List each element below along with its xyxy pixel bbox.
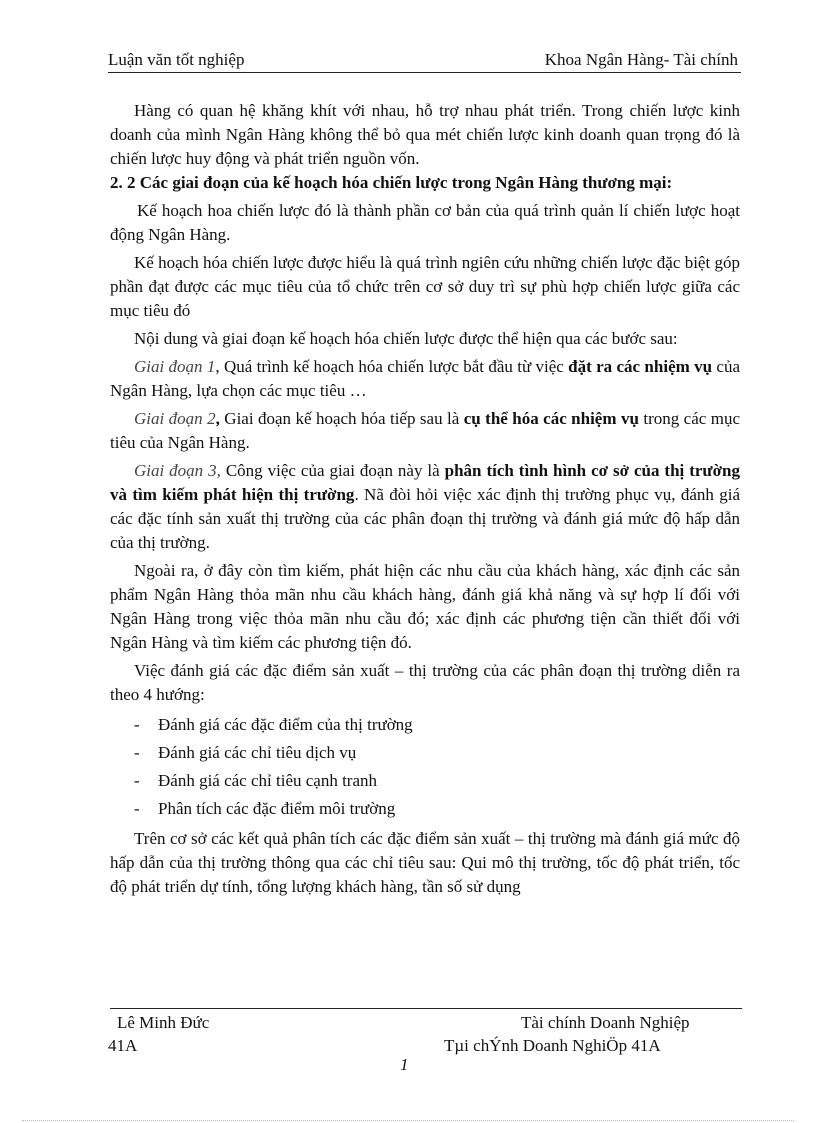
list-item: - Phân tích các đặc điểm môi trường (110, 795, 740, 823)
list-item: - Đánh giá các đặc điểm của thị trường (110, 711, 740, 739)
paragraph-content-stages: Nội dung và giai đoạn kế hoạch hóa chiến lược được thể hiện qua các bước sau: (134, 329, 678, 348)
stage-3-emphasis: phân tích tình hình cơ sở của thị trường và tìm kiếm phát hiện thị trường (110, 461, 740, 504)
paragraph-intro: Hàng có quan hệ khăng khít với nhau, hỗ trợ nhau phát triển. Trong chiến lược kinh doanh của mình Ngân Hàng không thể bỏ qua mét chiến lược kinh doanh quan trọng đó là chiến lược huy động và phát triển nguồn vốn. (110, 101, 740, 168)
header-rule (108, 72, 741, 73)
list-item: - Đánh giá các chỉ tiêu cạnh tranh (110, 767, 740, 795)
section-heading: 2. 2 Các giai đoạn của kế hoạch hóa chiến lược trong Ngân Hàng thương mại: (110, 173, 673, 192)
header-thesis-title: Luận văn tốt nghiệp (108, 50, 245, 69)
stage-1-label: Giai đoạn 1 (134, 357, 216, 376)
footer-author: Lê Minh Đức (117, 1013, 210, 1032)
stage-1-emphasis: đặt ra các nhiệm vụ (568, 357, 713, 376)
page-number: 1 (400, 1055, 409, 1074)
stage-3-label: Giai đoạn 3, (134, 461, 221, 480)
paragraph-definition: Kế hoạch hoa chiến lược đó là thành phần cơ bản của quá trình quản lí chiến lược hoạt động Ngân Hàng. (110, 201, 740, 244)
paragraph-stage-1: Giai đoạn 1, Quá trình kế hoạch hóa chiến lược bắt đầu từ việc đặt ra các nhiệm vụ của Ngân Hàng, lựa chọn các mục tiêu … (110, 357, 741, 400)
body-text (110, 99, 740, 899)
paragraph-four-directions: Việc đánh giá các đặc điểm sản xuất – thị trường của các phân đoạn thị trường diễn ra theo 4 hướng: (110, 661, 740, 704)
paragraph-attractiveness: Trên cơ sở các kết quả phân tích các đặc điểm sản xuất – thị trường mà đánh giá mức độ hấp dẫn của thị trường thông qua các chỉ tiêu sau: Qui mô thị trường, tốc độ phát triển, tốc độ phát triển dự tính, tổng lượng khách hàng, tần số sử dụng (110, 829, 740, 896)
bullet-dash: - (134, 715, 140, 734)
paragraph-stage-2: Giai đoạn 2, Giai đoạn kế hoạch hóa tiếp sau là cụ thể hóa các nhiệm vụ trong các mục tiêu của Ngân Hàng. (110, 409, 741, 452)
paragraph-understanding: Kế hoạch hóa chiến lược được hiểu là quá trình ngiên cứu những chiến lược đặc biệt góp phần đạt được các mục tiêu của tổ chức trên cơ sở duy trì sự phù hợp chiến lược giữa các mục tiêu đó (110, 253, 740, 320)
page-header (108, 49, 738, 71)
header-faculty: Khoa Ngân Hàng- Tài chính (544, 50, 738, 69)
stage-2-label: Giai đoạn 2 (134, 409, 216, 428)
paragraph-customer-needs: Ngoài ra, ở đây còn tìm kiếm, phát hiện các nhu cầu của khách hàng, xác định các sản phẩm Ngân Hàng thỏa mãn nhu cầu khách hàng, đánh giá khả năng và sự hợp lí đối với Ngân Hàng trong việc thỏa mãn nhu cầu đó; xác định các phương tiện cần thiết đối với Ngân Hàng và tìm kiếm các phương tiện đó. (110, 561, 740, 652)
list-item: - Đánh giá các chỉ tiêu dịch vụ (110, 739, 740, 767)
bullet-dash: - (134, 743, 140, 762)
paragraph-stage-3: Giai đoạn 3, Công việc của giai đoạn này là phân tích tình hình cơ sở của thị trường và tìm kiếm phát hiện thị trường. Nã đòi hỏi việc xác định thị trường phục vụ, đánh giá các đặc tính sản xuất thị trường của các phân đoạn thị trường và đánh giá mức độ hấp dẫn của thị trường. (110, 461, 740, 552)
footer-class: 41A (108, 1036, 138, 1055)
page-bottom-dotted-line (22, 1120, 794, 1121)
direction-list (110, 711, 740, 823)
bullet-dash: - (134, 799, 140, 818)
footer-department: Tài chính Doanh Nghiệp (521, 1013, 690, 1032)
footer-department-garbled: Tµi chÝnh Doanh NghiÖp 41A (444, 1036, 661, 1055)
bullet-dash: - (134, 771, 140, 790)
footer-rule (110, 1008, 742, 1009)
stage-2-emphasis: cụ thể hóa các nhiệm vụ (463, 409, 639, 428)
